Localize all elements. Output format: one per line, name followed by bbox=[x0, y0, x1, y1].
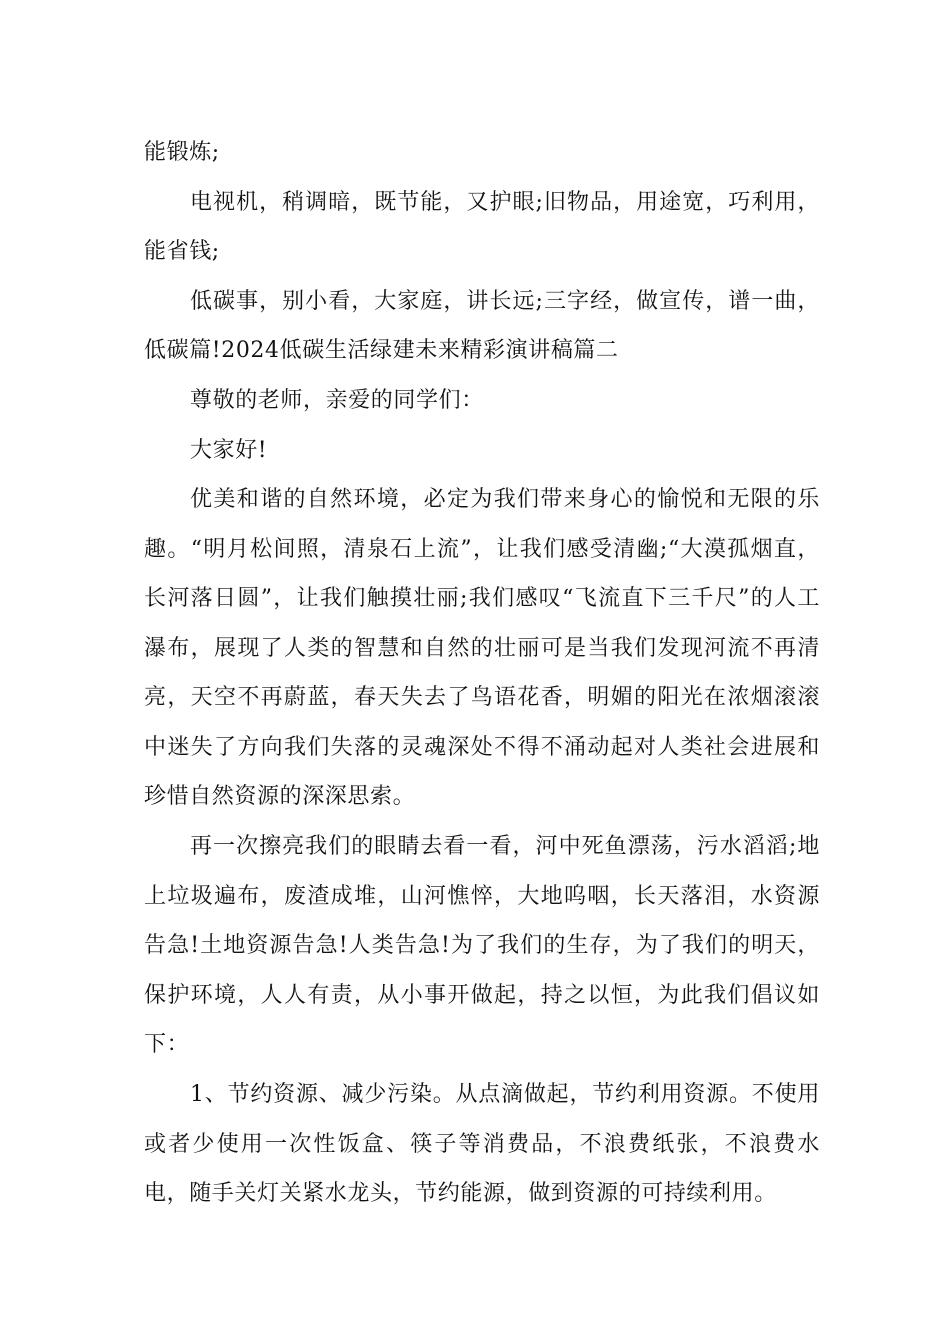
document-body bbox=[144, 128, 820, 1219]
paragraph-pollution: 再一次擦亮我们的眼睛去看一看，河中死鱼漂荡，污水滔滔;地上垃圾遍布，废渣成堆，山河憔悴，大地呜咽，长天落泪，水资源告急!土地资源告急!人类告急!为了我们的生存，为了我们的明天，保护环境，人人有责，从小事开做起，持之以恒，为此我们倡议如下： bbox=[144, 834, 820, 1057]
paragraph-greeting: 大家好! bbox=[190, 437, 268, 463]
paragraph-low-carbon-title: 低碳事，别小看，大家庭，讲长远;三字经，做宣传，谱一曲，低碳篇!2024低碳生活绿建未来精彩演讲稿篇二 bbox=[144, 288, 820, 363]
paragraph-proposal-1: 1、节约资源、减少污染。从点滴做起，节约利用资源。不使用或者少使用一次性饭盒、筷子等消费品，不浪费纸张，不浪费水电，随手关灯关紧水龙头，节约能源，做到资源的可持续利用。 bbox=[144, 1082, 820, 1206]
paragraph-tv-tips: 电视机，稍调暗，既节能，又护眼;旧物品，用途宽，巧利用，能省钱; bbox=[144, 189, 820, 264]
paragraph-salutation: 尊敬的老师，亲爱的同学们： bbox=[190, 388, 484, 413]
paragraph-continuation: 能锻炼; bbox=[144, 140, 220, 165]
paragraph-nature: 优美和谐的自然环境，必定为我们带来身心的愉悦和无限的乐趣。“明月松间照，清泉石上流”，让我们感受清幽;“大漠孤烟直，长河落日圆”，让我们触摸壮丽;我们感叹“飞流直下三千尺”的人工瀑布，展现了人类的智慧和自然的壮丽可是当我们发现河流不再清亮，天空不再蔚蓝，春天失去了鸟语花香，明媚的阳光在浓烟滚滚中迷失了方向我们失落的灵魂深处不得不涌动起对人类社会进展和珍惜自然资源的深深思索。 bbox=[144, 487, 820, 809]
